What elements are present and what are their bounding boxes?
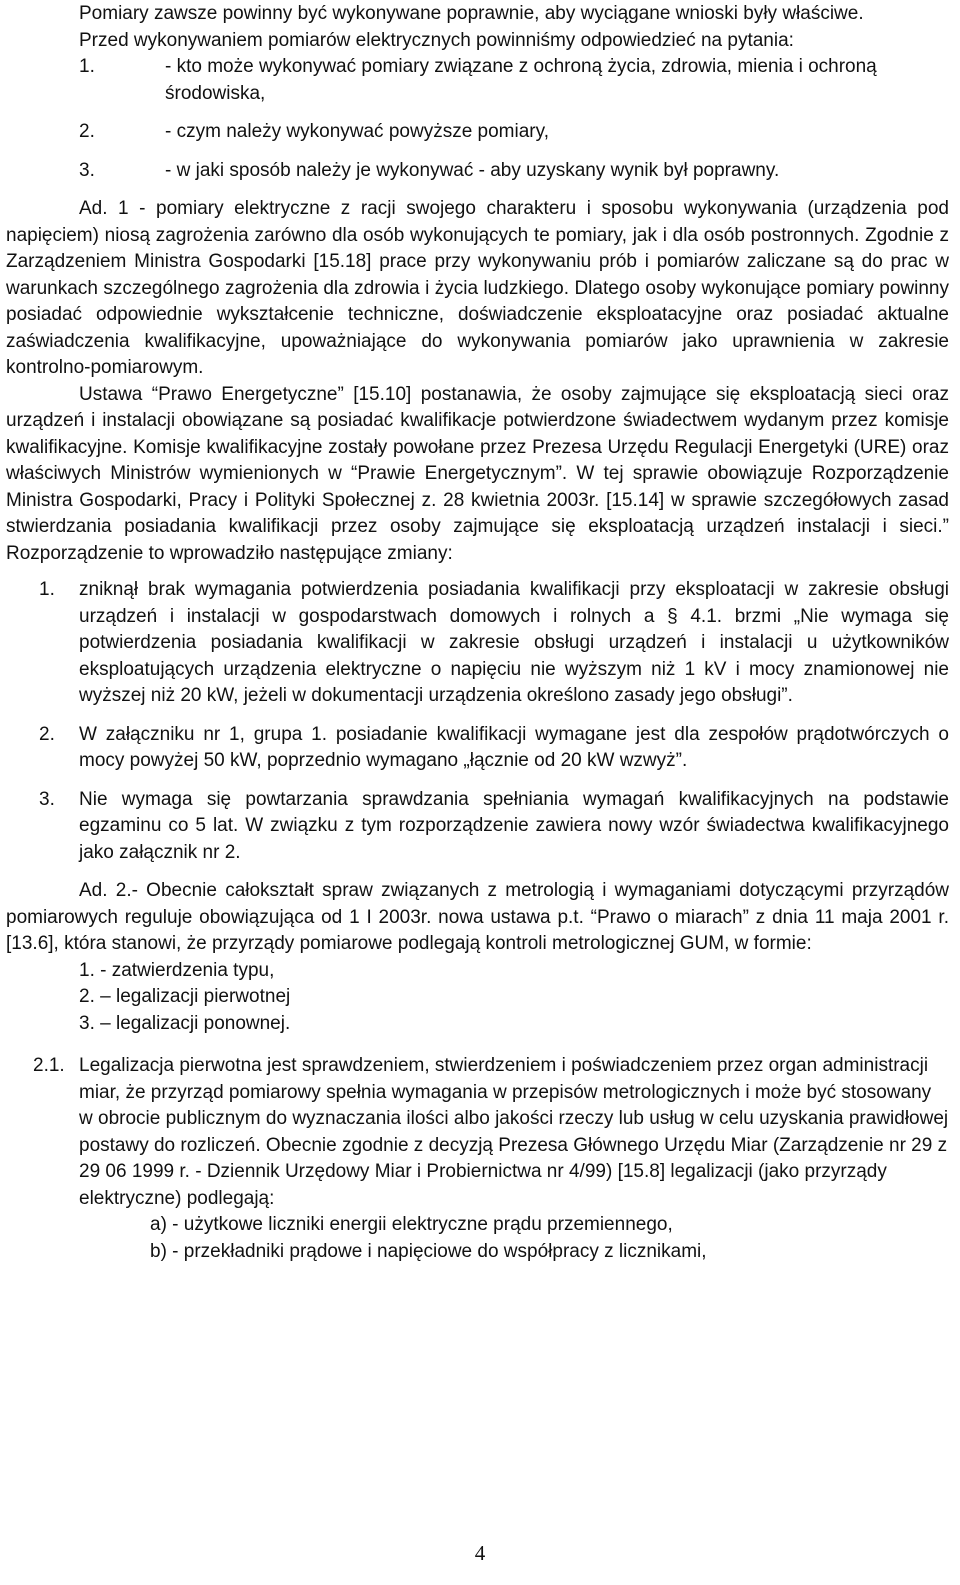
question-list [79, 54, 949, 184]
list-item-text: - czym należy wykonywać powyższe pomiary, [165, 121, 549, 142]
section-text: Legalizacja pierwotna jest sprawdzeniem, stwierdzeniem i poświadczeniem przez organ administracji miar, że przyrząd pomiarowy spełnia wymagania w przepisów metrologicznych i może być stosowany w obrocie publicznym do wyznaczania ilości albo jakości rzeczy lub usług w celu uzyskania prawidłowej postawy do rozliczeń. Obecnie zgodnie z decyzją Prezesa Głównego Urzędu Miar (Zarządzenie nr 29 z 29 06 1999 r. - Dziennik Urzędowy Miar i Probiernictwa nr 4/99) [15.8] legalizacji (jako przyrządy elektryczne) podlegają: [79, 1055, 949, 1209]
changes-list [6, 577, 949, 866]
ad1-paragraph: Ad. 1 - pomiary elektryczne z racji swojego charakteru i sposobu wykonywania (urządzenia pod napięciem) niosą zagrożenia zarówno dla osób wykonujących te pomiary, jak i dla osób postronnych. Zgodnie z Zarządzeniem Ministra Gospodarki [15.18] prace przy wykonywaniu prób i pomiarów zaliczane są do prac w warunkach szczególnego zagrożenia dla zdrowia i życia ludzkiego. Dlatego osoby wykonujące pomiary powinny posiadać odpowiednie wykształcenie techniczne, doświadczenie eksploatacyjne oraz posiadać aktualne zaświadczenia kwalifikacyjne, upoważniające do wykonywania pomiarów jako uprawnienia w zakresie kontrolno-pomiarowym. [6, 198, 949, 378]
list-item: b) - przekładniki prądowe i napięciowe do współpracy z licznikami, [150, 1240, 707, 1262]
intro-paragraph: Pomiary zawsze powinny być wykonywane poprawnie, aby wyciągane wnioski były właściwe. [79, 3, 864, 24]
list-item: 3. – legalizacji ponownej. [79, 1012, 291, 1034]
list-item-text: Nie wymaga się powtarzania sprawdzania spełniania wymagań kwalifikacyjnych na podstawie egzaminu co 5 lat. W związku z tym rozporządzenie zawiera nowy wzór świadectwa kwalifikacyjnego jako załącznik nr 2. [79, 788, 949, 863]
list-item-number: 2. [79, 121, 95, 142]
list-item-number: 2. [39, 723, 55, 745]
section-number: 2.1. [33, 1055, 65, 1076]
list-item: a) - użytkowe liczniki energii elektryczne prądu przemiennego, [150, 1214, 673, 1235]
list-item-text: - kto może wykonywać pomiary związane z ochroną życia, zdrowia, mienia i ochroną środowiska, [165, 56, 877, 104]
ustawa-paragraph: Ustawa “Prawo Energetyczne” [15.10] postanawia, że osoby zajmujące się eksploatacją sieci oraz urządzeń i instalacji obowiązane są posiadać kwalifikacje potwierdzone świadectwem wydanym przez komisje kwalifikacyjne. Komisje kwalifikacyjne zostały powołane przez Prezesa Urzędu Regulacji Energetyki (URE) oraz właściwych Ministrów wymienionych w “Prawie Energetycznym”. W tej sprawie obowiązuje Rozporządzenie Ministra Gospodarki, Pracy i Polityki Społecznej z. 28 kwietnia 2003r. [15.14] w sprawie szczegółowych zasad stwierdzania posiadania kwalifikacji przez osoby zajmujące się eksploatacją urządzeń instalacji i sieci.” Rozporządzenie to wprowadziło następujące zmiany: [6, 383, 949, 564]
list-item: 1. - zatwierdzenia typu, [79, 959, 275, 981]
list-item [79, 119, 949, 146]
ad2-paragraph: Ad. 2.- Obecnie całokształt spraw związanych z metrologią i wymaganiami dotyczącymi przyrządów pomiarowych reguluje obowiązująca od 1 I 2003r. nowa ustawa p.t. “Prawo o miarach” z dnia 11 maja 2001 r. [13.6], która stanowi, że przyrządy pomiarowe podlegają kontroli metrologicznej GUM, w formie: [6, 880, 949, 954]
list-item-text: zniknął brak wymagania potwierdzenia posiadania kwalifikacji przy eksploatacji w zakresie obsługi urządzeń i instalacji w gospodarstwach domowych i rolnych a § 4.1. brzmi „Nie wymaga się potwierdzenia posiadania kwalifikacji w zakresie obsługi urządzeń i instalacji u użytkowników eksploatujących urządzenia elektryczne o napięciu nie wyższym niż 1 kV i mocy znamionowej nie wyższej niż 20 kW, jeżeli w dokumentacji urządzenia określono zasady jego obsługi”. [79, 579, 949, 706]
section-row [6, 1053, 949, 1212]
questions-intro: Przed wykonywaniem pomiarów elektrycznych powinniśmy odpowiedzieć na pytania: [79, 29, 794, 51]
instrument-sublist [150, 1212, 949, 1265]
list-item-text: - w jaki sposób należy je wykonywać - aby uzyskany wynik był poprawny. [165, 159, 780, 181]
list-item [6, 787, 949, 867]
list-item-text: W załączniku nr 1, grupa 1. posiadanie kwalifikacji wymagane jest dla zespołów prądotwórczych o mocy powyżej 50 kW, poprzednio wymagano „łącznie od 20 kW wzwyż”. [79, 723, 949, 771]
document-page [6, 1, 949, 1265]
forms-list [79, 958, 949, 1038]
list-item-number: 1. [79, 56, 95, 77]
section-2-1 [6, 1053, 949, 1212]
list-item [79, 158, 949, 185]
list-item-number: 3. [39, 788, 55, 810]
list-item [79, 54, 949, 107]
page-number: 4 [474, 1541, 486, 1565]
list-item-number: 1. [39, 579, 55, 600]
list-item-number: 3. [79, 159, 95, 181]
list-item: 2. – legalizacji pierwotnej [79, 986, 291, 1007]
list-item [6, 722, 949, 775]
list-item [6, 577, 949, 710]
